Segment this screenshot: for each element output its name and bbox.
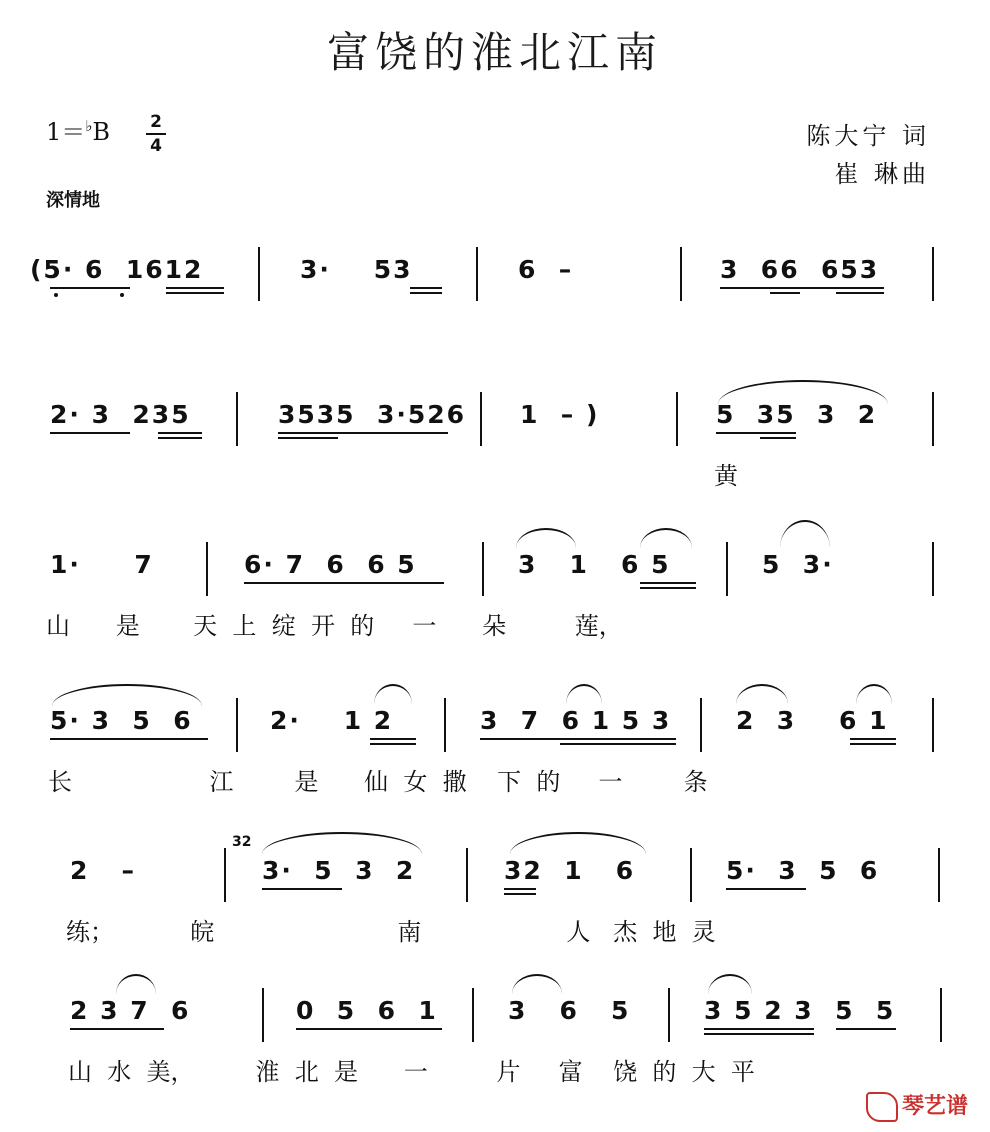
barline (932, 542, 934, 596)
slur (512, 974, 562, 994)
barline (258, 247, 260, 301)
measure-20: 5· 3 5 6 (726, 856, 880, 885)
barline (262, 988, 264, 1042)
measure-10: 6· 7 6 6 5 (244, 550, 417, 579)
slur (640, 528, 692, 548)
beam (504, 893, 536, 895)
beam (704, 1033, 814, 1035)
watermark-text: 琴艺谱 (901, 1094, 968, 1119)
grace-notes: 32 (232, 834, 252, 850)
measure-19: 32 1 6 (504, 856, 636, 885)
slur (736, 684, 788, 704)
measure-18: 3· 5 3 2 (262, 856, 416, 885)
barline (700, 698, 702, 752)
slur (52, 684, 202, 706)
lyrics-row-6: 山 水 美， 淮 北 是 一 片 富 饶 的 大 平 (68, 1058, 755, 1086)
slur (856, 684, 892, 704)
lyrics-row-5: 练； 皖 南 人 杰 地 灵 (66, 918, 716, 946)
beam (720, 287, 884, 289)
barline (932, 698, 934, 752)
barline (668, 988, 670, 1042)
measure-2: 3· 53 (300, 255, 413, 284)
barline (480, 392, 482, 446)
measure-21: 2 3 7 6 (70, 996, 191, 1025)
slur (516, 528, 576, 548)
beam (370, 738, 416, 740)
beam (770, 292, 800, 294)
barline (472, 988, 474, 1042)
measure-15: 3 7 6 1 5 3 (480, 706, 672, 735)
watermark-logo (866, 1089, 968, 1122)
barline (940, 988, 942, 1042)
beam (50, 287, 130, 289)
beam (158, 432, 202, 434)
beam (50, 738, 208, 740)
measure-23: 3 6 5 (508, 996, 631, 1025)
beam (850, 743, 896, 745)
measure-8: 5 35 3 2 (716, 400, 878, 429)
beam (166, 292, 224, 294)
beam (726, 888, 806, 890)
key-note: B (92, 118, 110, 146)
beam (760, 437, 796, 439)
measure-5: 2· 3 235 (50, 400, 191, 429)
beam (370, 743, 416, 745)
tempo-marking: 深情地 (46, 190, 100, 211)
slur (708, 974, 752, 994)
beam (640, 582, 696, 584)
measure-1: (5· 6 1612 (30, 255, 204, 284)
measure-6: 3535 3·526 (278, 400, 467, 429)
barline (726, 542, 728, 596)
barline (938, 848, 940, 902)
measure-3: 6 – (518, 255, 574, 284)
beam (278, 437, 338, 439)
beam (836, 1028, 896, 1030)
composer-credit: 崔 琳曲 (834, 160, 930, 188)
beam (704, 1028, 814, 1030)
beam (166, 287, 224, 289)
beam (158, 437, 202, 439)
barline (236, 392, 238, 446)
octave-dot (120, 293, 124, 297)
beam (244, 582, 444, 584)
measure-9: 1· 7 (50, 550, 154, 579)
measure-16: 2 3 6 1 (736, 706, 889, 735)
barline (932, 392, 934, 446)
measure-14: 2· 1 2 (270, 706, 394, 735)
barline (444, 698, 446, 752)
lyrics-row-2: 黄 (714, 462, 738, 490)
time-denominator: 4 (150, 136, 162, 156)
barline (676, 392, 678, 446)
time-divider (146, 133, 166, 135)
slur (510, 832, 646, 854)
beam (480, 738, 676, 740)
barline (690, 848, 692, 902)
lyrics-row-4: 长 江 是 仙 女 撒 下 的 一 条 (48, 768, 708, 796)
song-title: 富饶的淮北江南 (326, 28, 663, 77)
beam (850, 738, 896, 740)
beam (70, 1028, 164, 1030)
beam (278, 432, 448, 434)
logo-icon (866, 1092, 898, 1122)
barline (476, 247, 478, 301)
barline (932, 247, 934, 301)
beam (640, 587, 696, 589)
measure-12: 5 3· (762, 550, 834, 579)
beam (296, 1028, 442, 1030)
key-prefix: 1＝ (46, 118, 86, 146)
barline (482, 542, 484, 596)
barline (206, 542, 208, 596)
beam (50, 432, 130, 434)
measure-11: 3 1 6 5 (518, 550, 671, 579)
slur (374, 684, 412, 704)
lyrics-row-3: 山 是 天 上 绽 开 的 一 朵 莲， (46, 612, 623, 640)
key-signature (46, 112, 110, 147)
barline (680, 247, 682, 301)
slur (780, 520, 830, 548)
measure-24: 3 5 2 3 5 5 (704, 996, 896, 1025)
time-numerator: 2 (150, 112, 162, 132)
flat-sign: ♭ (85, 117, 93, 135)
beam (560, 743, 676, 745)
time-signature (146, 112, 166, 156)
measure-7: 1 – ) (520, 400, 600, 429)
slur (262, 832, 422, 854)
slur (718, 380, 888, 404)
beam (716, 432, 796, 434)
beam (504, 888, 536, 890)
slur (566, 684, 602, 704)
beam (262, 888, 342, 890)
measure-4: 3 66 653 (720, 255, 880, 284)
barline (236, 698, 238, 752)
octave-dot (54, 293, 58, 297)
barline (224, 848, 226, 902)
beam (410, 287, 442, 289)
measure-17: 2 – (70, 856, 137, 885)
barline (466, 848, 468, 902)
measure-22: 0 5 6 1 (296, 996, 438, 1025)
measure-13: 5· 3 5 6 (50, 706, 193, 735)
beam (410, 292, 442, 294)
beam (836, 292, 884, 294)
slur (116, 974, 156, 994)
lyricist-credit: 陈大宁 词 (806, 122, 930, 150)
